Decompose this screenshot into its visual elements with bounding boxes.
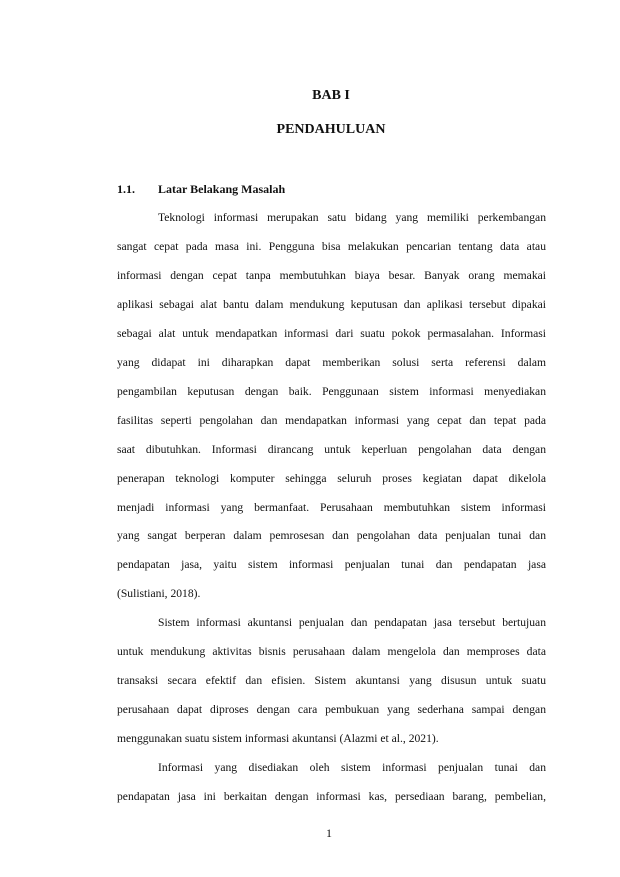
paragraph-line: aplikasi sebagai alat bantu dalam mendukung keputusan dan aplikasi tersebut dipakai — [117, 298, 546, 311]
section-title: Latar Belakang Masalah — [158, 182, 286, 196]
paragraph-line: untuk mendukung aktivitas bisnis perusahaan dalam mengelola dan memproses data — [117, 645, 546, 658]
paragraph-line: informasi dengan cepat tanpa membutuhkan biaya besar. Banyak orang memakai — [117, 269, 546, 282]
paragraph-line: pendapatan jasa, yaitu sistem informasi penjualan tunai dan pendapatan jasa — [117, 558, 546, 571]
paragraph-line: yang didapat ini diharapkan dapat memberikan solusi serta referensi dalam — [117, 356, 546, 369]
paragraph-line: (Sulistiani, 2018). — [117, 587, 201, 600]
paragraph-line: menggunakan suatu sistem informasi akuntansi (Alazmi et al., 2021). — [117, 732, 439, 745]
paragraph-line: Informasi yang disediakan oleh sistem informasi penjualan tunai dan — [158, 761, 546, 774]
paragraph-line: saat dibutuhkan. Informasi dirancang untuk keperluan pengolahan data dengan — [117, 443, 546, 456]
paragraph-line: yang sangat berperan dalam pemrosesan dan pengolahan data penjualan tunai dan — [117, 529, 546, 542]
paragraph-line: perusahaan dapat diproses dengan cara pembukuan yang sederhana sampai dengan — [117, 703, 546, 716]
paragraph-line: Teknologi informasi merupakan satu bidang yang memiliki perkembangan — [158, 211, 546, 224]
chapter-label: BAB I — [312, 88, 350, 103]
section-number: 1.1. — [117, 182, 135, 196]
paragraph-line: transaksi secara efektif dan efisien. Sistem akuntansi yang disusun untuk suatu — [117, 674, 546, 687]
section-heading — [117, 182, 285, 197]
paragraph-line: menjadi informasi yang bermanfaat. Perusahaan membutuhkan sistem informasi — [117, 501, 546, 514]
paragraph-line: sebagai alat untuk mendapatkan informasi dari suatu pokok permasalahan. Informasi — [117, 327, 546, 340]
paragraph-line: Sistem informasi akuntansi penjualan dan pendapatan jasa tersebut bertujuan — [158, 616, 546, 629]
paragraph-line: sangat cepat pada masa ini. Pengguna bisa melakukan pencarian tentang data atau — [117, 240, 546, 253]
paragraph-line: penerapan teknologi komputer sehingga seluruh proses kegiatan dapat dikelola — [117, 472, 546, 485]
chapter-title: PENDAHULUAN — [276, 122, 386, 137]
page-number: 1 — [326, 826, 332, 840]
paragraph-line: pengambilan keputusan dengan baik. Penggunaan sistem informasi menyediakan — [117, 385, 546, 398]
paragraph-line: fasilitas seperti pengolahan dan mendapatkan informasi yang cepat dan tepat pada — [117, 414, 546, 427]
paragraph-line: pendapatan jasa ini berkaitan dengan informasi kas, persediaan barang, pembelian, — [117, 790, 546, 803]
